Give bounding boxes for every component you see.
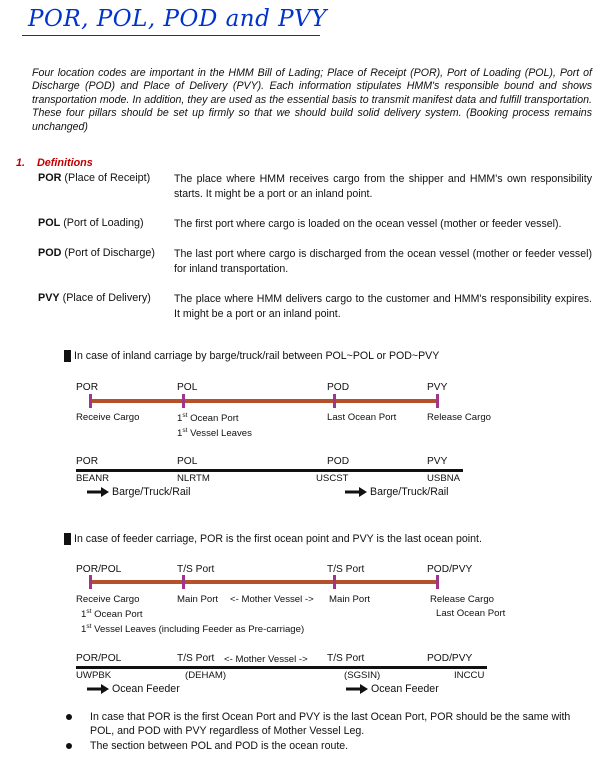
right-arrow-icon — [87, 487, 109, 497]
case2-desc-receive: Receive Cargo — [76, 594, 140, 605]
term-name: (Port of Loading) — [63, 217, 144, 229]
case1-ex-line — [76, 469, 463, 472]
case1-label-pod: POD — [327, 382, 350, 393]
case2-heading-text: In case of feeder carriage, POR is the first ocean point and PVY is the last ocean point. — [74, 533, 482, 545]
definition-term-por — [38, 172, 150, 184]
title-underline — [22, 35, 320, 36]
case1-ex-code-por: BEANR — [76, 473, 110, 484]
definition-desc-por: The place where HMM receives cargo from the shipper and HMM's own responsibility starts. It might be a port or an inland point. — [174, 173, 592, 200]
case2-ex-label-pod-pvy: POD/PVY — [427, 653, 473, 664]
case2-desc-mother-vessel: <- Mother Vessel -> — [230, 594, 314, 605]
case1-ex-label-pod: POD — [327, 456, 350, 467]
case1-tick-pod — [333, 394, 336, 408]
case2-desc-vessel-leaves — [81, 623, 304, 635]
mode-text: Barge/Truck/Rail — [112, 486, 191, 498]
case2-mode-right — [346, 683, 439, 695]
case1-heading-text: In case of inland carriage by barge/truck/rail between POL~POL or POD~PVY — [74, 350, 440, 362]
case2-ex-code-pvy: INCCU — [454, 670, 485, 681]
term-code: POR — [38, 172, 62, 184]
page-title: POR, POL, POD and PVY — [28, 6, 327, 32]
case1-tick-pvy — [436, 394, 439, 408]
case2-ex-code-por: UWPBK — [76, 670, 112, 681]
case1-ex-label-pol: POL — [177, 456, 198, 467]
case2-desc-main-port-left: Main Port — [177, 594, 219, 605]
case1-label-pol: POL — [177, 382, 198, 393]
case2-label-ts-right: T/S Port — [327, 564, 365, 575]
ordinal-sup: st — [86, 608, 92, 615]
ordinal-text: Ocean Port — [187, 413, 239, 425]
case1-timeline-bar — [90, 399, 438, 403]
definition-term-pol — [38, 217, 144, 229]
ordinal-num: 1 — [81, 609, 87, 621]
case2-tick-pod-pvy — [436, 575, 439, 589]
case1-desc-pol-1 — [177, 412, 239, 424]
term-code: PVY — [38, 292, 60, 304]
case2-ex-label-por-pol: POR/POL — [76, 653, 122, 664]
case2-desc-main-port-right: Main Port — [329, 594, 371, 605]
ordinal-sup: st — [86, 623, 92, 630]
case2-timeline-bar — [90, 580, 438, 584]
intro-paragraph: Four location codes are important in the HMM Bill of Lading; Place of Receipt (POR), Port of Loading (POL), Port of Discharge (POD) and Place of Delivery (PVY). Each information stipulates HMM's responsible bound and shows transportation mode. In addition, they are used as the essential basis to transmit manifest data and fulfill transportation. These four pillars should be set up firmly so that we should build solid delivery system. (Booking process remains unchanged) — [32, 67, 592, 133]
case1-ex-code-pol: NLRTM — [177, 473, 210, 484]
bullet-dot-1 — [66, 714, 72, 720]
right-arrow-icon — [345, 487, 367, 497]
ordinal-sup: st — [182, 412, 188, 419]
case1-desc-pol-2 — [177, 427, 252, 439]
heading-marker — [64, 350, 71, 362]
case2-ex-code-ts-left: (DEHAM) — [185, 670, 227, 681]
term-name: (Place of Delivery) — [62, 292, 151, 304]
section-number: 1. — [16, 157, 26, 169]
definition-desc-pod: The last port where cargo is discharged from the ocean vessel (mother or feeder vessel) for inland transportation. — [174, 248, 592, 275]
right-arrow-icon — [87, 684, 109, 694]
section-title: Definitions — [37, 157, 93, 169]
case2-desc-first-port — [81, 608, 143, 620]
case2-tick-por-pol — [89, 575, 92, 589]
case1-ex-code-pvy: USBNA — [427, 473, 461, 484]
case1-ex-label-pvy: PVY — [427, 456, 448, 467]
case2-heading — [64, 533, 482, 545]
case2-ex-line — [76, 666, 487, 669]
case2-tick-ts-right — [333, 575, 336, 589]
case1-tick-por — [89, 394, 92, 408]
case1-ex-code-pod: USCST — [316, 473, 349, 484]
case2-label-ts-left: T/S Port — [177, 564, 215, 575]
term-code: POD — [38, 247, 62, 259]
ordinal-num: 1 — [81, 624, 87, 636]
case1-heading — [64, 350, 439, 362]
case1-label-pvy: PVY — [427, 382, 448, 393]
term-code: POL — [38, 217, 61, 229]
case2-ex-label-ts-left: T/S Port — [177, 653, 215, 664]
case2-ex-mother-vessel: <- Mother Vessel -> — [224, 654, 308, 665]
ordinal-sup: st — [182, 427, 188, 434]
case2-ex-label-ts-right: T/S Port — [327, 653, 365, 664]
bullet-item-1: In case that POR is the first Ocean Port and PVY is the last Ocean Port, POR should be the same with POL, and POD with PVY regardless of Mother Vessel Leg. — [90, 711, 571, 737]
ordinal-num: 1 — [177, 428, 183, 440]
case2-ex-code-ts-right: (SGSIN) — [344, 670, 381, 681]
term-name: (Place of Receipt) — [64, 172, 151, 184]
case1-label-por: POR — [76, 382, 99, 393]
mode-text: Ocean Feeder — [371, 683, 439, 695]
case2-label-pod-pvy: POD/PVY — [427, 564, 473, 575]
case1-tick-pol — [182, 394, 185, 408]
case1-desc-pvy: Release Cargo — [427, 412, 491, 423]
term-name: (Port of Discharge) — [64, 247, 156, 259]
case1-ex-label-por: POR — [76, 456, 99, 467]
mode-text: Ocean Feeder — [112, 683, 180, 695]
heading-marker — [64, 533, 71, 545]
case1-desc-pod: Last Ocean Port — [327, 412, 397, 423]
definition-desc-pol: The first port where cargo is loaded on the ocean vessel (mother or feeder vessel). — [174, 218, 562, 230]
right-arrow-icon — [346, 684, 368, 694]
ordinal-text: Vessel Leaves — [187, 428, 252, 440]
mode-text: Barge/Truck/Rail — [370, 486, 449, 498]
definition-desc-pvy: The place where HMM delivers cargo to the customer and HMM's responsibility expires. It might be a port or an inland point. — [174, 293, 592, 320]
case2-desc-release: Release Cargo — [430, 594, 494, 605]
definition-term-pvy — [38, 292, 151, 304]
bullet-dot-2 — [66, 743, 72, 749]
case2-label-por-pol: POR/POL — [76, 564, 122, 575]
case2-mode-left — [87, 683, 180, 695]
ordinal-text: Vessel Leaves (including Feeder as Pre-carriage) — [91, 624, 305, 636]
definition-term-pod — [38, 247, 155, 259]
case1-mode-left — [87, 486, 191, 498]
case1-desc-receive: Receive Cargo — [76, 412, 140, 423]
bullet-item-2: The section between POL and POD is the ocean route. — [90, 740, 349, 752]
case2-desc-last-port: Last Ocean Port — [436, 608, 506, 619]
ordinal-num: 1 — [177, 413, 183, 425]
ordinal-text: Ocean Port — [91, 609, 143, 621]
case1-mode-right — [345, 486, 449, 498]
case2-tick-ts-left — [182, 575, 185, 589]
